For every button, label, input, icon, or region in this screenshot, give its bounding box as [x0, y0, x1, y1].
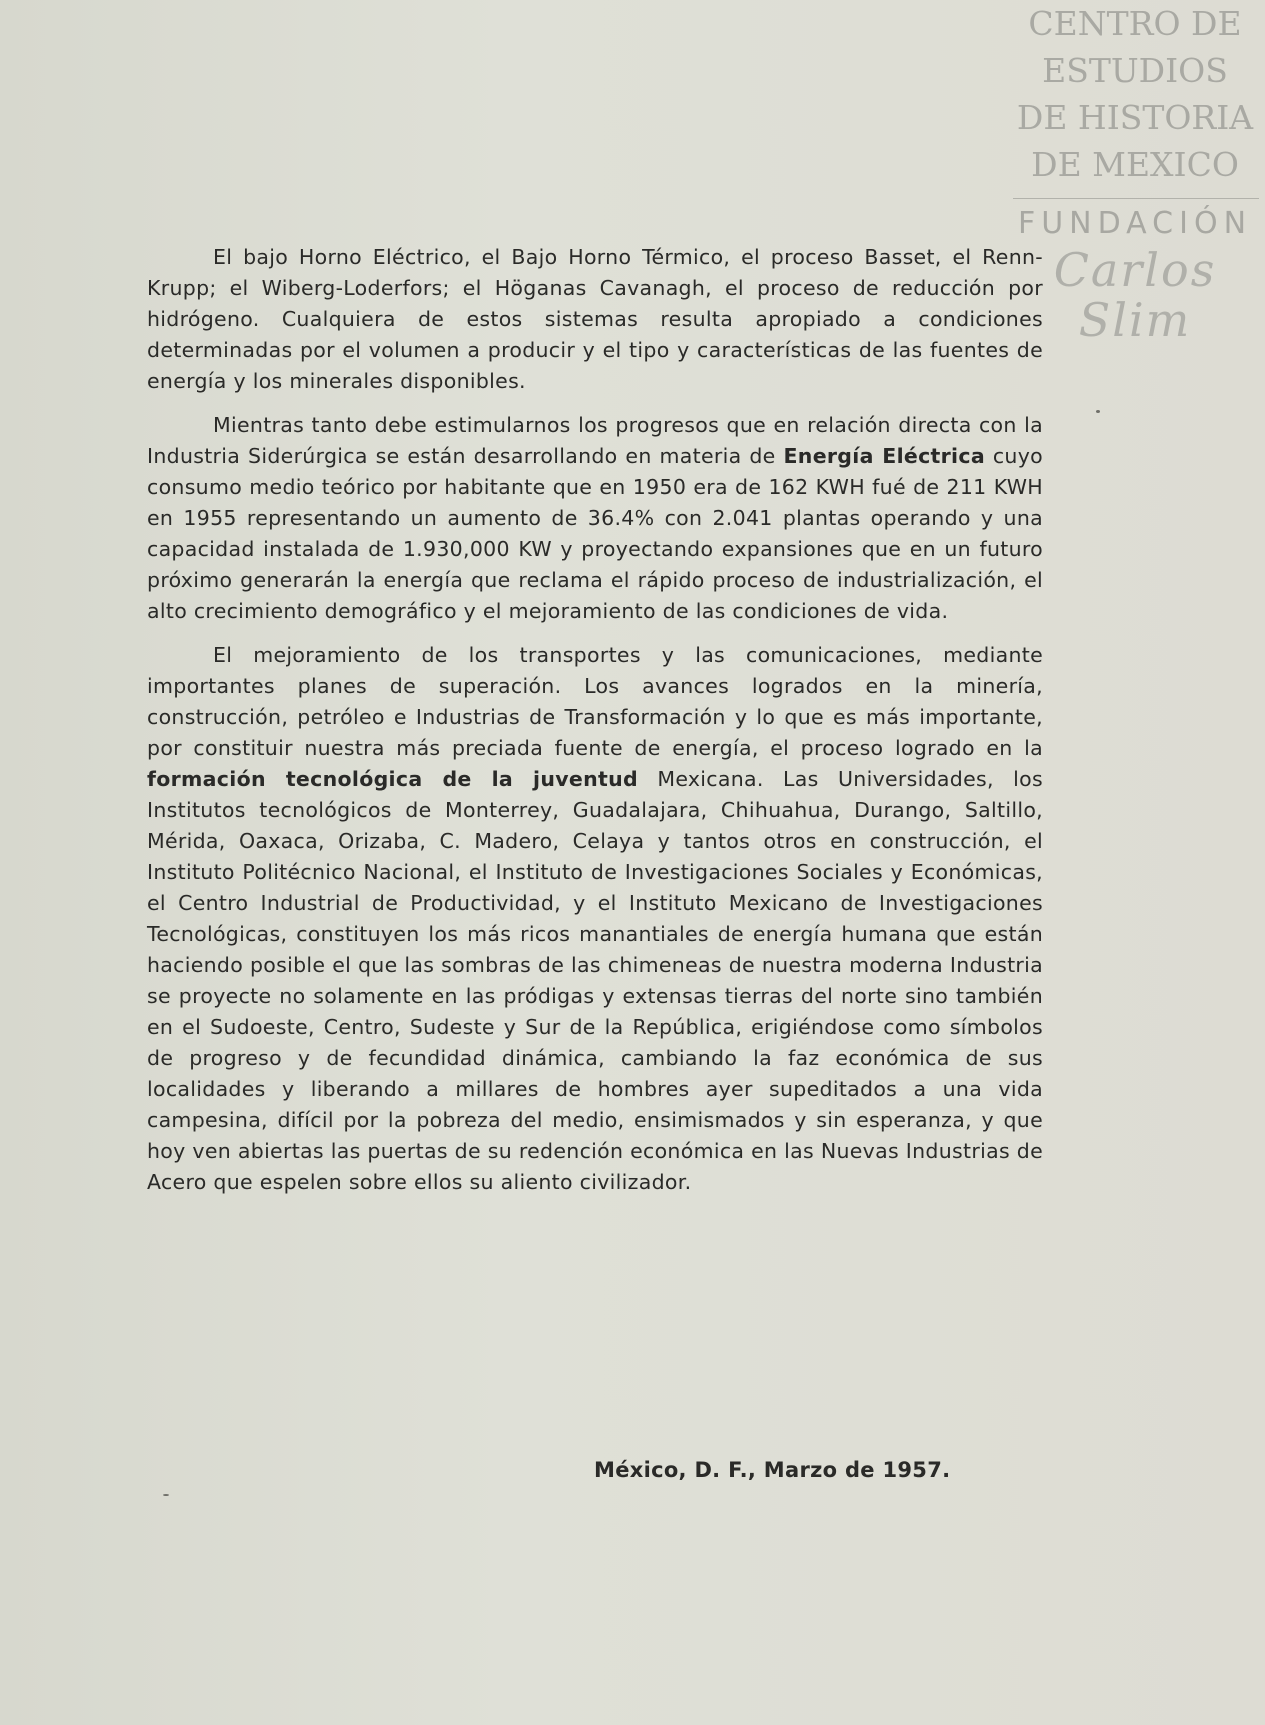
watermark-foundation: FUNDACIÓN: [1017, 206, 1253, 241]
bold-phrase: formación tecnológica de la juventud: [147, 767, 638, 791]
watermark-line: DE MEXICO: [1031, 145, 1239, 184]
paper-speck: [1096, 410, 1100, 413]
text-run: cuyo consumo medio teórico por habitante que en 1950 era de 162 KWH fué de 211 KWH en 1955 representando un aumento de 36.4% con 2.041 plantas operando y una capacidad instalada de 1.930,000 KW y proyectando expansiones que en un futuro próximo generarán la energía que reclama el rápido proceso de industrialización, el alto crecimiento demográfico y el mejoramiento de las condiciones de vida.: [147, 444, 1043, 623]
watermark-signature: Carlos Slim: [1053, 243, 1217, 347]
text-run: Mientras tanto debe estimularnos los progresos que en relación directa con la Industria Siderúrgica se están desarrollando en materia de: [147, 413, 1043, 468]
paper-speck: [163, 1494, 169, 1496]
watermark-divider: [1013, 198, 1259, 199]
watermark-line: CENTRO DE: [1028, 4, 1242, 43]
text-run: Mexicana. Las Universidades, los Institutos tecnológicos de Monterrey, Guadalajara, Chihuahua, Durango, Saltillo, Mérida, Oaxaca, Orizaba, C. Madero, Celaya y tantos otros en construcción, el Instituto Politécnico Nacional, el Instituto de Investigaciones Sociales y Económicas, el Centro Industrial de Productividad, y el Instituto Mexicano de Investigaciones Tecnológicas, constituyen los más ricos manantiales de energía humana que están haciendo posible el que las sombras de las chimeneas de nuestra moderna Industria se proyecte no solamente en las pródigas y extensas tierras del norte sino también en el Sudoeste, Centro, Sudeste y Sur de la República, erigiéndose como símbolos de progreso y de fecundidad dinámica, cambiando la faz económica de sus localidades y liberando a millares de hombres ayer supeditados a una vida campesina, difícil por la pobreza del medio, ensimismados y sin esperanza, y que hoy ven abiertas las puertas de su redención económica en las Nuevas Industrias de Acero que espelen sobre ellos su aliento civilizador.: [147, 767, 1043, 1194]
archive-watermark: [1005, 0, 1265, 345]
body-text: [147, 242, 1043, 1211]
text-run: El bajo Horno Eléctrico, el Bajo Horno Térmico, el proceso Basset, el Renn-Krupp; el Wiberg-Loderfors; el Höganas Cavanagh, el proceso de reducción por hidrógeno. Cualquiera de estos sistemas resulta apropiado a condiciones determinadas por el volumen a producir y el tipo y características de las fuentes de energía y los minerales disponibles.: [147, 245, 1043, 393]
bold-phrase: Energía Eléctrica: [783, 444, 985, 468]
paragraph: [147, 242, 1043, 397]
watermark-line: DE HISTORIA: [1016, 98, 1254, 137]
place-date-line: México, D. F., Marzo de 1957.: [594, 1458, 951, 1482]
paragraph: [147, 640, 1043, 1198]
watermark-line: ESTUDIOS: [1042, 51, 1228, 90]
paragraph: [147, 410, 1043, 627]
text-run: El mejoramiento de los transportes y las comunicaciones, mediante importantes planes de superación. Los avances logrados en la minería, construcción, petróleo e Industrias de Transformación y lo que es más importante, por constituir nuestra más preciada fuente de energía, el proceso logrado en la: [147, 643, 1043, 760]
